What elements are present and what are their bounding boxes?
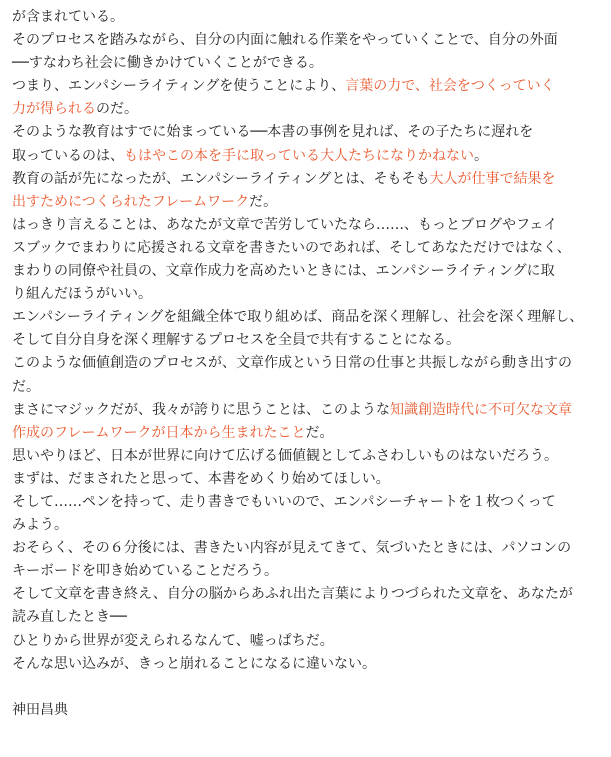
highlighted-text: 大人が仕事で結果を 出すためにつくられたフレームワーク bbox=[12, 170, 556, 210]
body-text-segment: はっきり言えることは、あなたが文章で苦労していたなら……、もっとブログやフェイ スブックでまわりに応援される文章を書きたいのであれば、そしてあなただけではなく、 まわりの同僚や社員の、文章作成力を高めたいときには、エンパシーライティングに取 り組んだほうがいい。 bbox=[12, 216, 571, 303]
paragraph bbox=[12, 583, 601, 629]
paragraph bbox=[12, 306, 601, 352]
paragraph bbox=[12, 468, 601, 491]
highlighted-text: 知識創造時代に不可欠な文章 作成のフレームワークが日本から生まれたこと bbox=[12, 401, 572, 441]
body-text-segment: そして……ペンを持って、走り書きでもいいので、エンパシーチャートを１枚つくって みよう。 bbox=[12, 493, 556, 534]
paragraph bbox=[12, 491, 601, 537]
body-text-segment: まさにマジックだが、我々が誇りに思うことは、このような bbox=[12, 401, 390, 418]
body-text-segment: 思いやりほど、日本が世界に向けて広げる価値観としてふさわしいものはないだろう。 bbox=[12, 447, 558, 464]
paragraph bbox=[12, 653, 601, 676]
paragraph bbox=[12, 121, 601, 167]
paragraph bbox=[12, 75, 601, 121]
body-text-segment: そのような教育はすでに始まっている──本書の事例を見れば、その子たちに遅れを 取っているのは、 bbox=[12, 124, 534, 164]
paragraph bbox=[12, 168, 601, 214]
body-text-segment: だ。 bbox=[249, 193, 278, 210]
body-text-segment: そのプロセスを踏みながら、自分の内面に触れる作業をやっていくことで、自分の外面 ──すなわち社会に働きかけていくことができる。 bbox=[12, 32, 558, 72]
body-text-segment: のだ。 bbox=[96, 101, 138, 118]
paragraph bbox=[12, 29, 601, 75]
paragraph bbox=[12, 537, 601, 583]
paragraph bbox=[12, 6, 601, 29]
body-text-segment: 。 bbox=[474, 147, 488, 164]
body-text-segment: つまり、エンパシーライティングを使うことにより、 bbox=[12, 78, 346, 95]
body-text bbox=[12, 6, 601, 676]
body-text-segment: エンパシーライティングを組織全体で取り組めば、商品を深く理解し、社会を深く理解し、 そして自分自身を深く理解するプロセスを全員で共有することになる。 bbox=[12, 309, 584, 349]
body-text-segment: が含まれている。 bbox=[12, 9, 124, 25]
body-text-segment: だ。 bbox=[305, 424, 334, 441]
highlighted-text: 言葉の力で、社会をつくっていく 力が得られる bbox=[12, 78, 555, 118]
body-text-segment: そして文章を書き終え、自分の脳からあふれ出た言葉によりつづられた文章を、あなたが 読み直したとき── bbox=[12, 586, 573, 626]
body-text-segment: このような価値創造のプロセスが、文章作成という日常の仕事と共振しながら動き出すの だ。 bbox=[12, 355, 572, 395]
paragraph bbox=[12, 214, 601, 306]
paragraph bbox=[12, 399, 601, 445]
body-text-segment: そんな思い込みが、きっと崩れることになるに違いない。 bbox=[12, 655, 376, 672]
highlighted-text: もはやこの本を手に取っている大人たちになりかねない bbox=[124, 147, 474, 164]
paragraph bbox=[12, 352, 601, 398]
body-text-segment: おそらく、その６分後には、書きたい内容が見えてきて、気づいたときには、パソコンの キーボードを叩き始めていることだろう。 bbox=[12, 540, 572, 580]
paragraph bbox=[12, 630, 601, 653]
author-signature: 神田昌典 bbox=[12, 701, 68, 718]
body-text-segment: まずは、だまされたと思って、本書をめくり始めてほしい。 bbox=[12, 470, 390, 487]
body-text-segment: 教育の話が先になったが、エンパシーライティングとは、そもそも bbox=[12, 170, 430, 187]
paragraph bbox=[12, 445, 601, 468]
body-text-segment: ひとりから世界が変えられるなんて、嘘っぱちだ。 bbox=[12, 632, 334, 649]
